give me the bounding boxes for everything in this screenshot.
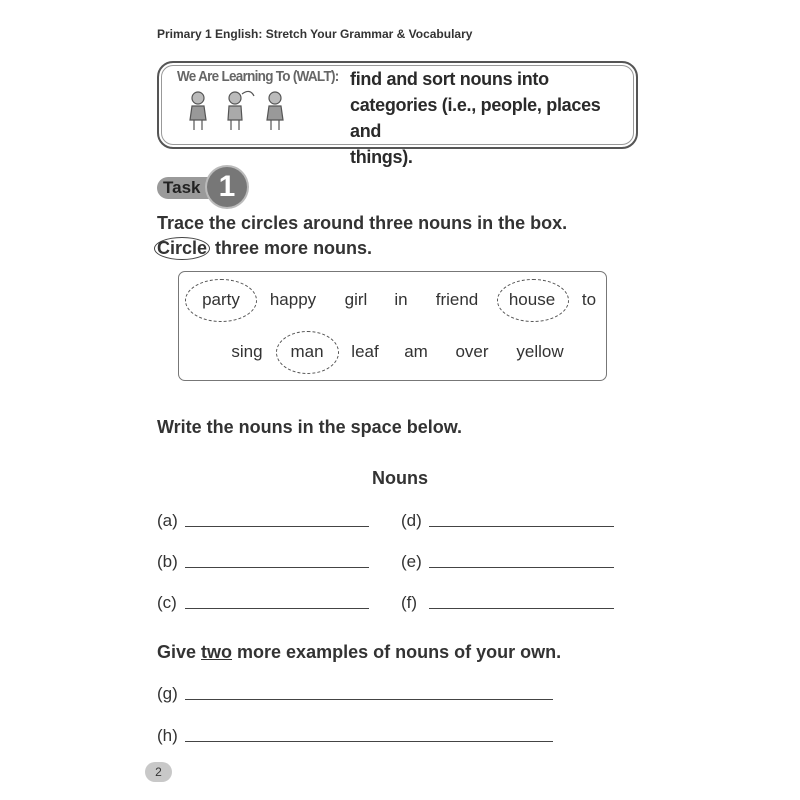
children-illustration <box>180 88 290 132</box>
answer-line-h[interactable] <box>185 741 553 742</box>
give-prompt-before: Give <box>157 642 202 662</box>
instruction-line-1: Trace the circles around three nouns in the box. <box>157 213 568 233</box>
answer-label-c: (c) <box>157 593 177 612</box>
word-am[interactable]: am <box>404 342 428 361</box>
circle-example-word: Circle <box>154 237 210 260</box>
answer-label-b: (b) <box>157 552 178 571</box>
word-house[interactable]: house <box>508 290 556 309</box>
word-over[interactable]: over <box>455 342 489 361</box>
child-3-icon <box>267 92 283 130</box>
walt-objective-line: find and sort nouns into <box>350 69 549 89</box>
answer-label-e: (e) <box>401 552 422 571</box>
word-happy[interactable]: happy <box>269 290 317 309</box>
word-sing[interactable]: sing <box>231 342 263 361</box>
answer-line-g[interactable] <box>185 699 553 700</box>
word-party[interactable]: party <box>202 290 240 309</box>
give-prompt-underlined: two <box>201 642 233 662</box>
page-header: Primary 1 English: Stretch Your Grammar & Vocabulary <box>157 27 473 41</box>
instruction-line-2-rest: three more nouns. <box>210 238 373 258</box>
child-1-icon <box>190 92 206 130</box>
word-man[interactable]: man <box>290 342 324 361</box>
word-in[interactable]: in <box>394 290 408 309</box>
answer-label-d: (d) <box>401 511 422 530</box>
answer-line-f[interactable] <box>429 608 614 609</box>
answer-line-c[interactable] <box>185 608 369 609</box>
answer-line-e[interactable] <box>429 567 614 568</box>
answer-label-f: (f) <box>401 593 418 612</box>
answer-label-g: (g) <box>157 684 178 703</box>
give-prompt-after: more examples of nouns of your own. <box>232 642 562 662</box>
answer-line-b[interactable] <box>185 567 369 568</box>
nouns-title: Nouns <box>372 468 428 488</box>
walt-objective <box>350 66 635 170</box>
word-leaf[interactable]: leaf <box>351 342 379 361</box>
word-girl[interactable]: girl <box>344 290 368 309</box>
word-to[interactable]: to <box>581 290 597 309</box>
answer-line-a[interactable] <box>185 526 369 527</box>
task-number: 1 <box>207 167 247 207</box>
child-2-icon <box>228 91 254 130</box>
walt-objective-line: categories (i.e., people, places and <box>350 95 601 141</box>
word-friend[interactable]: friend <box>435 290 479 309</box>
answer-label-a: (a) <box>157 511 178 530</box>
give-prompt <box>157 642 561 663</box>
instruction-line-2 <box>157 237 372 260</box>
walt-objective-line: things). <box>350 147 413 167</box>
walt-label: We Are Learning To (WALT): <box>177 68 339 85</box>
word-yellow[interactable]: yellow <box>516 342 564 361</box>
answer-label-h: (h) <box>157 726 178 745</box>
page-number: 2 <box>145 762 172 782</box>
write-prompt: Write the nouns in the space below. <box>157 417 463 437</box>
answer-line-d[interactable] <box>429 526 614 527</box>
task-label: Task <box>163 178 201 197</box>
